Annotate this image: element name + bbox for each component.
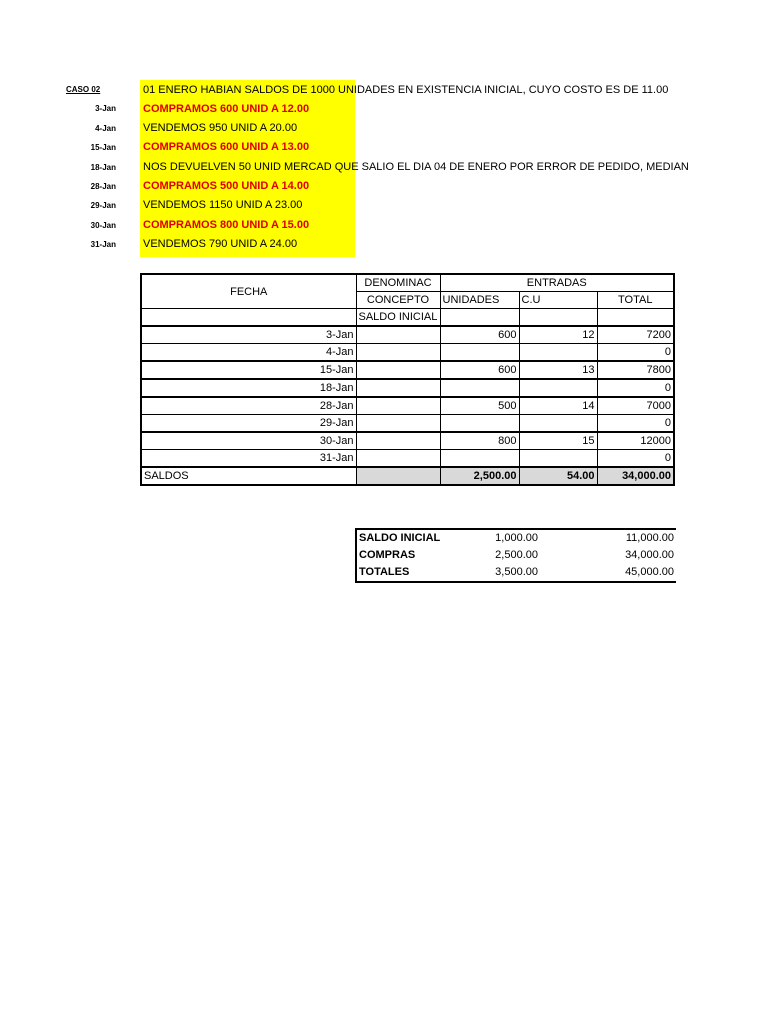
summary-label: COMPRAS xyxy=(356,547,464,564)
units-cell: 600 xyxy=(440,326,519,344)
summary-label: SALDO INICIAL xyxy=(356,529,464,547)
summary-units: 2,500.00 xyxy=(495,549,538,561)
entry-date: 28-Jan xyxy=(90,182,116,191)
cu-cell xyxy=(519,379,597,397)
concept-cell xyxy=(356,432,440,450)
table-row xyxy=(141,432,674,450)
date-cell: 30-Jan xyxy=(141,432,356,450)
concepto-header: CONCEPTO xyxy=(356,292,440,309)
summary-amount: 45,000.00 xyxy=(540,564,676,582)
concept-cell xyxy=(356,397,440,415)
entry-text: VENDEMOS 950 UNID A 20.00 xyxy=(143,122,298,134)
entradas-header: ENTRADAS xyxy=(440,274,674,292)
cu-cell xyxy=(519,450,597,468)
total-cell: 7000 xyxy=(597,397,674,415)
date-cell: 28-Jan xyxy=(141,397,356,415)
total-cell: 0 xyxy=(597,344,674,362)
table-row xyxy=(141,344,674,362)
date-cell: 3-Jan xyxy=(141,326,356,344)
date-cell: 18-Jan xyxy=(141,379,356,397)
saldos-label: SALDOS xyxy=(141,467,356,485)
concept-cell xyxy=(356,379,440,397)
cu-cell: 14 xyxy=(519,397,597,415)
unidades-header: UNIDADES xyxy=(440,292,519,309)
date-cell: 31-Jan xyxy=(141,450,356,468)
summary-row xyxy=(356,564,676,582)
entry-text: COMPRAMOS 800 UNID A 15.00 xyxy=(143,219,310,231)
concept-cell xyxy=(356,361,440,379)
entry-date: 29-Jan xyxy=(90,201,116,210)
units-cell xyxy=(440,379,519,397)
total-cell: 0 xyxy=(597,379,674,397)
kardex-table xyxy=(140,273,675,486)
summary-table xyxy=(355,528,676,583)
entry-text: COMPRAMOS 600 UNID A 12.00 xyxy=(143,103,310,115)
date-cell: 4-Jan xyxy=(141,344,356,362)
table-row xyxy=(141,415,674,433)
cu-cell xyxy=(519,309,597,327)
cu-cell: 13 xyxy=(519,361,597,379)
date-cell: 15-Jan xyxy=(141,361,356,379)
table-row xyxy=(141,309,674,327)
summary-units: 1,000.00 xyxy=(464,529,540,547)
table-row xyxy=(141,326,674,344)
entry-text: VENDEMOS 1150 UNID A 23.00 xyxy=(143,199,303,211)
header-row xyxy=(141,274,674,292)
units-cell xyxy=(440,415,519,433)
units-cell: 800 xyxy=(440,432,519,450)
saldos-row xyxy=(141,467,674,485)
entry-date: 3-Jan xyxy=(95,104,116,113)
date-cell: 29-Jan xyxy=(141,415,356,433)
total-cell: 12000 xyxy=(597,432,674,450)
entry-text: VENDEMOS 790 UNID A 24.00 xyxy=(143,238,298,250)
cu-cell xyxy=(519,415,597,433)
units-cell xyxy=(440,344,519,362)
saldos-units: 2,500.00 xyxy=(440,467,519,485)
cu-cell: 12 xyxy=(519,326,597,344)
table-row xyxy=(141,379,674,397)
summary-row xyxy=(356,529,676,547)
units-cell xyxy=(440,450,519,468)
entry-date: 15-Jan xyxy=(90,143,116,152)
entry-date: 4-Jan xyxy=(95,124,116,133)
summary-units: 3,500.00 xyxy=(464,564,540,582)
table-row xyxy=(141,361,674,379)
table-row xyxy=(141,397,674,415)
cu-header: C.U xyxy=(519,292,597,309)
summary-amount: 11,000.00 xyxy=(540,529,676,547)
total-cell: 0 xyxy=(597,450,674,468)
summary-row xyxy=(356,547,676,564)
date-cell xyxy=(141,309,356,327)
entry-date: 18-Jan xyxy=(90,163,116,172)
entry-text: COMPRAMOS 500 UNID A 14.00 xyxy=(143,180,310,192)
total-cell xyxy=(597,309,674,327)
total-cell: 0 xyxy=(597,415,674,433)
concept-cell: SALDO INICIAL xyxy=(356,309,440,327)
concept-cell xyxy=(356,344,440,362)
concept-cell xyxy=(356,326,440,344)
concept-cell xyxy=(356,415,440,433)
cu-cell: 15 xyxy=(519,432,597,450)
entry-date: 30-Jan xyxy=(90,221,116,230)
total-header: TOTAL xyxy=(597,292,674,309)
total-cell: 7800 xyxy=(597,361,674,379)
saldos-total: 34,000.00 xyxy=(597,467,674,485)
units-cell: 600 xyxy=(440,361,519,379)
fecha-header: FECHA xyxy=(141,274,356,309)
units-cell: 500 xyxy=(440,397,519,415)
summary-amount: 34,000.00 xyxy=(625,549,674,561)
cu-cell xyxy=(519,344,597,362)
intro-text: 01 ENERO HABIAN SALDOS DE 1000 UNIDADES EN EXISTENCIA INICIAL, CUYO COSTO ES DE 11.00 xyxy=(143,84,669,96)
units-cell xyxy=(440,309,519,327)
table-row xyxy=(141,450,674,468)
denominac-header: DENOMINAC xyxy=(356,274,440,292)
entry-text: NOS DEVUELVEN 50 UNID MERCAD QUE SALIO EL DIA 04 DE ENERO POR ERROR DE PEDIDO, MEDIAN xyxy=(143,161,689,173)
entry-date: 31-Jan xyxy=(90,240,116,249)
saldos-concept xyxy=(356,467,440,485)
saldos-cu: 54.00 xyxy=(519,467,597,485)
summary-label: TOTALES xyxy=(356,564,464,582)
concept-cell xyxy=(356,450,440,468)
entry-text: COMPRAMOS 600 UNID A 13.00 xyxy=(143,141,310,153)
total-cell: 7200 xyxy=(597,326,674,344)
case-label: CASO 02 xyxy=(66,85,101,94)
